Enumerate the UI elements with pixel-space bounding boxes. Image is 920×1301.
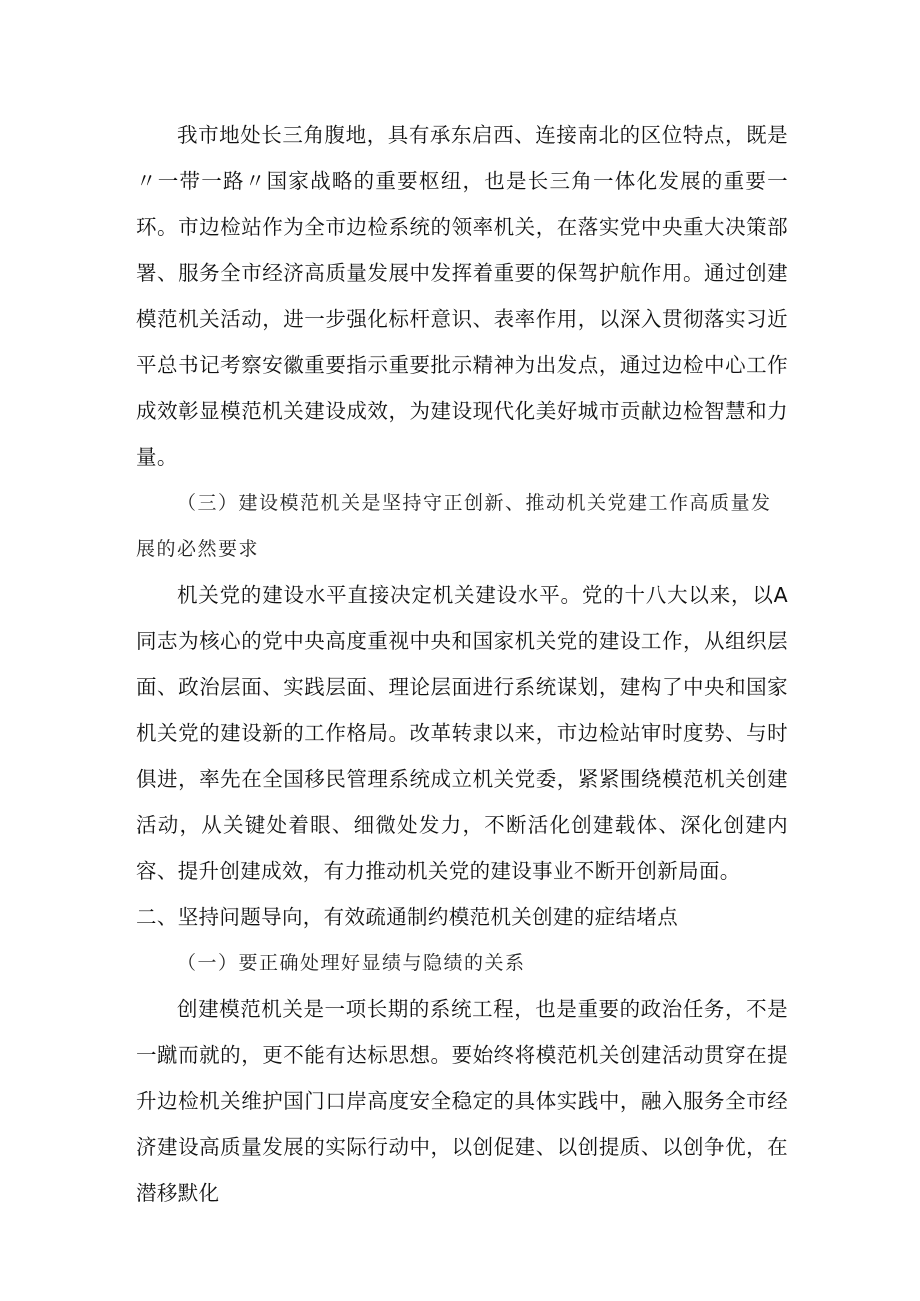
- section-heading-two: 二、坚持问题导向，有效疏通制约模范机关创建的症结堵点: [136, 905, 679, 929]
- paragraph-long-term-project: 创建模范机关是一项长期的系统工程，也是重要的政治任务，不是一蹴而就的，更不能有达标思想。要始终将模范机关创建活动贯穿在提升边检机关维护国门口岸高度安全稳定的具体实践中，融入服务全市经济建设高质量发展的实际行动中，以创促建、以创提质、以创争优，在潜移默化: [136, 997, 788, 1205]
- document-body: [136, 112, 788, 1216]
- subheading-one: （一）要正确处理好显绩与隐绩的关系: [177, 952, 526, 974]
- subheading-three: （三）建设模范机关是坚持守正创新、推动机关党建工作高质量发展的必然要求: [136, 492, 772, 560]
- paragraph-party-building: 机关党的建设水平直接决定机关建设水平。党的十八大以来，以A同志为核心的党中央高度重视中央和国家机关党的建设工作，从组织层面、政治层面、实践层面、理论层面进行系统谋划，建构了中央和国家机关党的建设新的工作格局。改革转隶以来，市边检站审时度势、与时俱进，率先在全国移民管理系统成立机关党委，紧紧围绕模范机关创建活动，从关键处着眼、细微处发力，不断活化创建载体、深化创建内容、提升创建成效，有力推动机关党的建设事业不断开创新局面。: [136, 583, 788, 883]
- paragraph-regional-role: 我市地处长三角腹地，具有承东启西、连接南北的区位特点，既是〃一带一路〃国家战略的重要枢纽，也是长三角一体化发展的重要一环。市边检站作为全市边检系统的领率机关，在落实党中央重大决策部署、服务全市经济高质量发展中发挥着重要的保驾护航作用。通过创建模范机关活动，进一步强化标杆意识、表率作用，以深入贯彻落实习近平总书记考察安徽重要指示重要批示精神为出发点，通过边检中心工作成效彰显模范机关建设成效，为建设现代化美好城市贡献边检智慧和力量。: [136, 123, 788, 469]
